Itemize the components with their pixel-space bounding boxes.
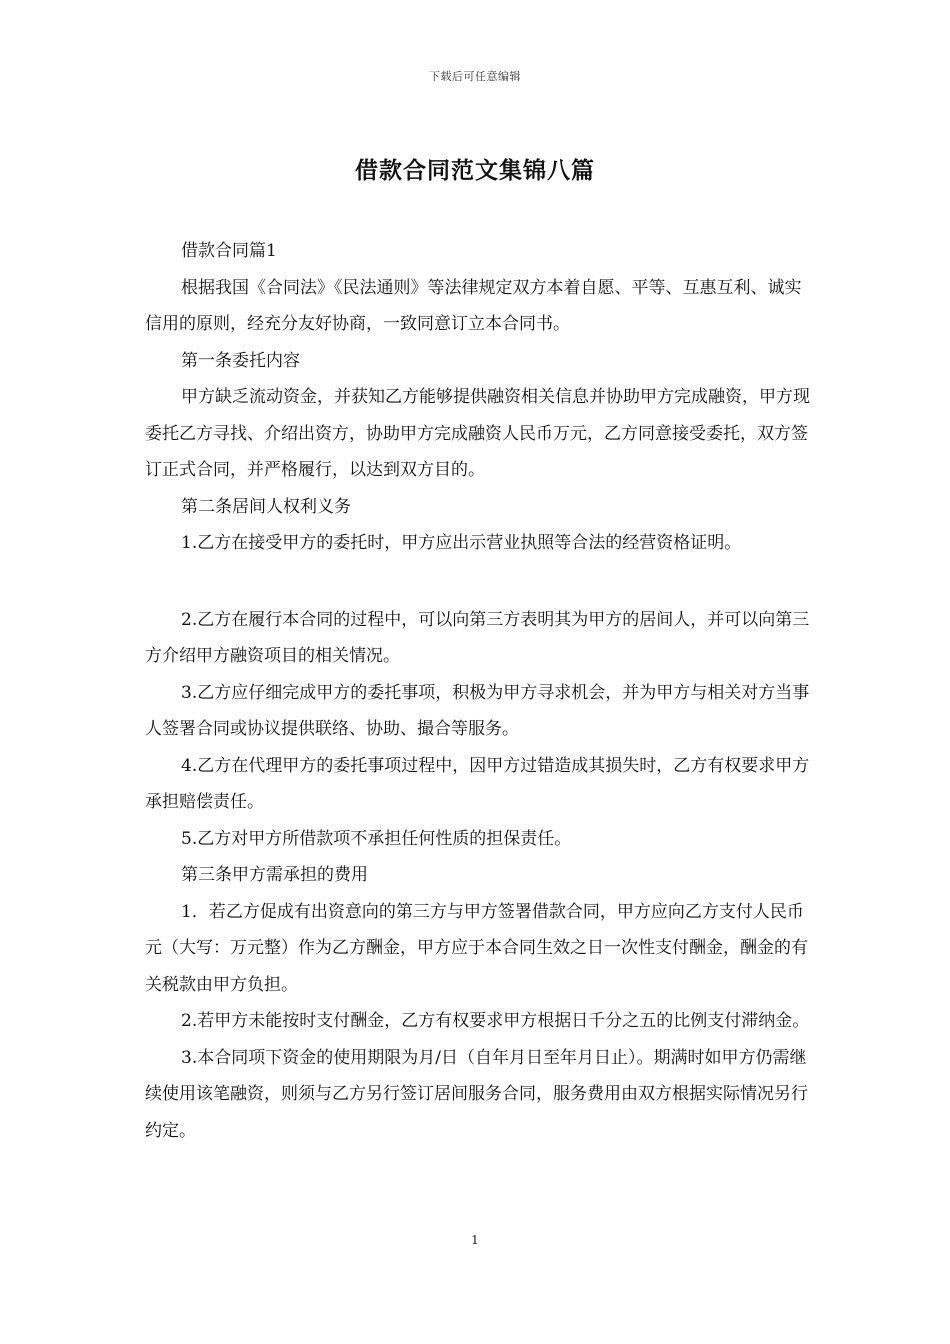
page-number: 1	[471, 1233, 479, 1247]
section-heading-contract-1: 借款合同篇1	[181, 241, 277, 261]
document-title: 借款合同范文集锦八篇	[355, 157, 595, 184]
article-2-item-2: 2.乙方在履行本合同的过程中，可以向第三方表明其为甲方的居间人，并可以向第三方介绍甲方融资项目的相关情况。	[145, 609, 810, 666]
paragraph-preamble: 根据我国《合同法》《民法通则》等法律规定双方本着自愿、平等、互惠互利、诚实信用的原则，经充分友好协商，一致同意订立本合同书。	[145, 277, 802, 334]
article-2-item-3: 3.乙方应仔细完成甲方的委托事项，积极为甲方寻求机会，并为甲方与相关对方当事人签署合同或协议提供联络、协助、撮合等服务。	[145, 682, 810, 739]
article-1-content: 甲方缺乏流动资金，并获知乙方能够提供融资相关信息并协助甲方完成融资，甲方现委托乙方寻找、介绍出资方，协助甲方完成融资人民币万元，乙方同意接受委托，双方签订正式合同，并严格履行，以达到双方目的。	[145, 387, 810, 480]
header-note: 下载后可任意编辑	[429, 70, 521, 83]
article-3-heading: 第三条甲方需承担的费用	[181, 865, 368, 885]
article-2-heading: 第二条居间人权利义务	[181, 496, 351, 517]
article-1-heading: 第一条委托内容	[181, 350, 300, 371]
article-3-item-3: 3.本合同项下资金的使用期限为月/日（自年月日至年月日止）。期满时如甲方仍需继续使用该笔融资，则须与乙方另行签订居间服务合同，服务费用由双方根据实际情况另行约定。	[145, 1047, 808, 1141]
article-2-item-5: 5.乙方对甲方所借款项不承担任何性质的担保责任。	[181, 828, 572, 849]
article-2-item-4: 4.乙方在代理甲方的委托事项过程中，因甲方过错造成其损失时，乙方有权要求甲方承担赔偿责任。	[145, 755, 810, 812]
document-body	[145, 233, 810, 1149]
article-3-item-2: 2.若甲方未能按时支付酬金，乙方有权要求甲方根据日千分之五的比例支付滞纳金。	[181, 1011, 810, 1031]
article-3-item-1: 1．若乙方促成有出资意向的第三方与甲方签署借款合同，甲方应向乙方支付人民币元（大写：万元整）作为乙方酬金，甲方应于本合同生效之日一次性支付酬金，酬金的有关税款由甲方负担。	[145, 901, 808, 995]
article-2-item-1: 1.乙方在接受甲方的委托时，甲方应出示营业执照等合法的经营资格证明。	[181, 533, 742, 553]
paragraph-gap	[145, 562, 810, 602]
